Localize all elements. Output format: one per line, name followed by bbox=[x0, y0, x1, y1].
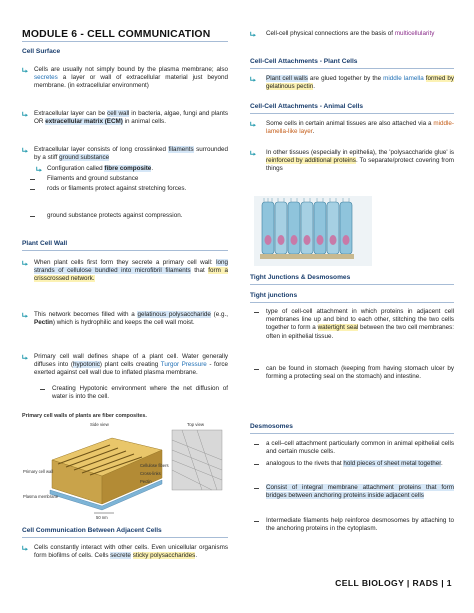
dash-bullet bbox=[254, 521, 259, 522]
adjacent-paragraph-1: Cells constantly interact with other cells. Even unicellular organisms form biofilms of cells. Cells secrete sticky polysaccharides. bbox=[34, 544, 228, 560]
heading-underline bbox=[250, 113, 454, 114]
heading-underline bbox=[250, 433, 454, 434]
plant-wall-paragraph-1: When plant cells first form they secrete a primary cell wall: long strands of cellulose bundled into microfibril filaments that form a crisscrossed network. bbox=[34, 259, 228, 283]
arrow-bullet-icon bbox=[250, 76, 257, 83]
animal-attach-paragraph-1: Some cells in certain animal tissues are also attached via a middle-lamella-like layer. bbox=[266, 120, 454, 136]
arrow-bullet-icon bbox=[22, 147, 29, 154]
plant-attach-paragraph: Plant cell walls are glued together by the middle lamella formed by gelatinous pectin. bbox=[266, 75, 455, 91]
arrow-bullet-icon bbox=[250, 121, 257, 128]
arrow-bullet-icon bbox=[22, 354, 29, 361]
primary-wall-label: Primary cell wall bbox=[23, 469, 54, 474]
rods-dash-line: rods or filaments protect against stretching forces. bbox=[47, 185, 187, 192]
desmosome-point-4: Intermediate filaments help reinforce desmosomes by attaching to the anchoring proteins in the cytoplasm. bbox=[266, 517, 454, 533]
cell-wall-figure bbox=[22, 420, 228, 520]
multicellularity-paragraph: Cell-cell physical connections are the basis of multicellularity bbox=[266, 30, 435, 37]
arrow-bullet-icon bbox=[250, 31, 257, 38]
arrow-bullet-icon bbox=[22, 260, 29, 267]
animal-attachments-heading: Cell-Cell Attachments - Animal Cells bbox=[250, 103, 364, 110]
tight-junction-point-2: can be found in stomach (keeping from having stomach ulcer by forming a protecting seal on the stomach) and intestine. bbox=[266, 365, 454, 381]
dash-bullet bbox=[254, 312, 259, 313]
filaments-dash-line: Filaments and ground substance bbox=[47, 175, 139, 182]
arrow-bullet-icon bbox=[22, 545, 29, 552]
arrow-bullet-icon bbox=[36, 166, 43, 173]
cell-surface-paragraph-2: Extracellular layer can be cell wall in bacteria, algae, fungi and plants OR extracellular matrix (ECM) in animal cells. bbox=[34, 110, 229, 126]
tight-junctions-subheading: Tight junctions bbox=[250, 292, 298, 299]
pectin-label: Pectin bbox=[140, 479, 152, 484]
dash-bullet bbox=[40, 389, 45, 390]
dash-bullet bbox=[30, 189, 35, 190]
heading-underline bbox=[250, 68, 454, 69]
page-footer: CELL BIOLOGY | RADS | 1 bbox=[335, 578, 452, 588]
plant-cell-wall-heading: Plant Cell Wall bbox=[22, 240, 68, 247]
crosslinks-label: Cross-links bbox=[140, 471, 161, 476]
dash-bullet bbox=[254, 369, 259, 370]
plant-wall-paragraph-2: This network becomes filled with a gelatinous polysaccharide (e.g., Pectin) which is hydrophilic and keeps the cell wall moist. bbox=[34, 311, 228, 327]
dash-bullet bbox=[30, 179, 35, 180]
animal-attach-paragraph-2: In other tissues (especially in epithelia), the 'polysaccharide glue' is reinforced by additional proteins. To separate/protect covering from things bbox=[266, 149, 455, 173]
plant-attachments-heading: Cell-Cell Attachments - Plant Cells bbox=[250, 58, 358, 65]
title-underline bbox=[22, 41, 228, 42]
cell-surface-paragraph-1: Cells are usually not simply bound by the plasma membrane; also secretes a layer or wall of extracellular material just beyond membrane. (in extracellular environment) bbox=[34, 66, 228, 90]
plant-wall-paragraph-3: Primary cell wall defines shape of a plant cell. Water generally diffuses into (hypotonic) plant cells creating Turgor Pressure - force exerted against cell wall due to inflated plasma membrane. bbox=[34, 353, 228, 377]
fibre-composite-line: Configuration called fibre composite. bbox=[47, 165, 154, 172]
arrow-bullet-icon bbox=[22, 67, 29, 74]
top-view-label: Top view bbox=[187, 422, 205, 427]
dash-bullet bbox=[254, 444, 259, 445]
tight-junction-point-1: type of cell-cell attachment in which proteins in adjacent cell membranes line up and bind to each other, stitching the two cells together to form a watertight seal between the two cell membranes: often in epithelial tissue. bbox=[266, 308, 454, 340]
ground-substance-dash-line: ground substance protects against compression. bbox=[47, 212, 183, 219]
desmosome-point-1: a cell–cell attachment particularly common in animal epithelial cells and certain muscle cells. bbox=[266, 440, 454, 456]
columnar-cells bbox=[262, 202, 352, 254]
heading-underline bbox=[250, 302, 454, 303]
desmosomes-heading: Desmosomes bbox=[250, 423, 293, 430]
dash-bullet bbox=[30, 216, 35, 217]
heading-underline bbox=[22, 537, 228, 538]
adjacent-cells-heading: Cell Communication Between Adjacent Cells bbox=[22, 527, 162, 534]
hypotonic-dash-line: Creating Hypotonic environment where the net diffusion of water is into the cell. bbox=[52, 385, 228, 401]
cell-surface-paragraph-3: Extracellular layer consists of long crosslinked filaments surrounded by a stiff ground substance bbox=[34, 146, 228, 162]
epithelial-tissue-illustration bbox=[254, 196, 372, 266]
tight-desmosomes-heading: Tight Junctions & Desmosomes bbox=[250, 274, 351, 281]
page-title: MODULE 6 - CELL COMMUNICATION bbox=[22, 29, 211, 40]
plasma-membrane-label: Plasma membrane bbox=[23, 494, 59, 499]
dash-bullet bbox=[254, 464, 259, 465]
basal-layer bbox=[260, 254, 354, 259]
figure-caption: Primary cell walls of plants are fiber composites. bbox=[22, 413, 147, 419]
side-view-label: Side view bbox=[90, 422, 109, 427]
desmosome-point-3: Consist of integral membrane attachment proteins that form bridges between anchoring proteins inside adjacent cells bbox=[266, 484, 454, 500]
desmosome-point-2: analogous to the rivets that hold pieces of sheet metal together. bbox=[266, 460, 443, 467]
arrow-bullet-icon bbox=[22, 111, 29, 118]
cellulose-label: Cellulose fibers bbox=[140, 463, 169, 468]
arrow-bullet-icon bbox=[250, 150, 257, 157]
arrow-bullet-icon bbox=[22, 312, 29, 319]
cell-surface-heading: Cell Surface bbox=[22, 48, 61, 55]
heading-underline bbox=[250, 284, 454, 285]
heading-underline bbox=[22, 250, 228, 251]
dash-bullet bbox=[254, 488, 259, 489]
scale-label: 50 nm bbox=[96, 515, 108, 520]
